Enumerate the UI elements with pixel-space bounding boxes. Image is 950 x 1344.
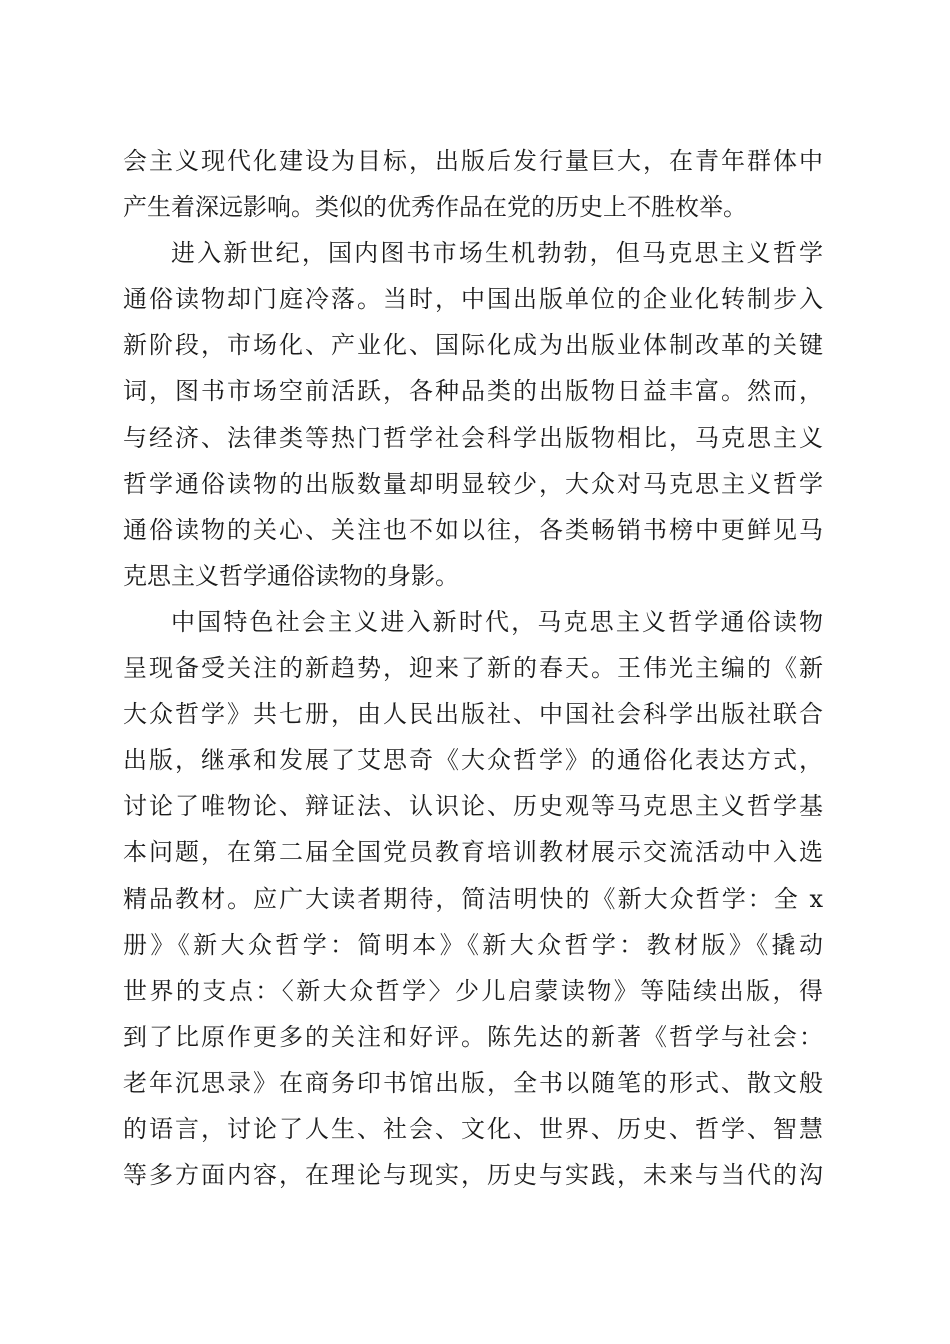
text-line: 通俗读物却门庭冷落。当时，中国出版单位的企业化转制步入 <box>123 285 823 314</box>
text-line: 进入新世纪，国内图书市场生机勃勃，但马克思主义哲学 <box>171 239 823 268</box>
text-line: 老年沉思录》在商务印书馆出版，全书以随笔的形式、散文般 <box>123 1068 823 1097</box>
text-line: 词，图书市场空前活跃，各种品类的出版物日益丰富。然而， <box>123 377 823 406</box>
text-line: 大众哲学》共七册，由人民出版社、中国社会科学出版社联合 <box>123 700 823 729</box>
text-line: 本问题，在第二届全国党员教育培训教材展示交流活动中入选 <box>123 838 823 867</box>
text-line: 的语言，讨论了人生、社会、文化、世界、历史、哲学、智慧 <box>123 1114 823 1143</box>
text-line: 中国特色社会主义进入新时代，马克思主义哲学通俗读物 <box>171 607 823 636</box>
text-line: 到了比原作更多的关注和好评。陈先达的新著《哲学与社会： <box>123 1022 823 1051</box>
text-line: 产生着深远影响。类似的优秀作品在党的历史上不胜枚举。 <box>123 193 747 222</box>
body-text <box>123 138 823 1198</box>
text-line: 通俗读物的关心、关注也不如以往，各类畅销书榜中更鲜见马 <box>123 515 823 544</box>
text-line: 克思主义哲学通俗读物的身影。 <box>123 561 459 590</box>
paragraph-p2 <box>123 230 823 599</box>
text-line: 册》《新大众哲学：简明本》《新大众哲学：教材版》《撬动 <box>123 930 823 959</box>
text-line: 哲学通俗读物的出版数量却明显较少，大众对马克思主义哲学 <box>123 469 823 498</box>
text-line: 出版，继承和发展了艾思奇《大众哲学》的通俗化表达方式， <box>123 746 823 775</box>
text-line: 呈现备受关注的新趋势，迎来了新的春天。王伟光主编的《新 <box>123 654 823 683</box>
text-line: 会主义现代化建设为目标，出版后发行量巨大，在青年群体中 <box>123 147 823 175</box>
text-line: 新阶段，市场化、产业化、国际化成为出版业体制改革的关键 <box>123 331 823 360</box>
text-line: 精品教材。应广大读者期待，简洁明快的《新大众哲学：全 x <box>123 884 823 913</box>
paragraph-p1 <box>123 138 823 230</box>
text-line: 世界的支点：〈新大众哲学〉少儿启蒙读物》等陆续出版，得 <box>123 976 823 1005</box>
paragraph-p3 <box>123 599 823 1198</box>
text-line: 讨论了唯物论、辩证法、认识论、历史观等马克思主义哲学基 <box>123 792 823 821</box>
text-line: 等多方面内容，在理论与现实，历史与实践，未来与当代的沟 <box>123 1161 823 1190</box>
text-line: 与经济、法律类等热门哲学社会科学出版物相比，马克思主义 <box>123 423 823 452</box>
